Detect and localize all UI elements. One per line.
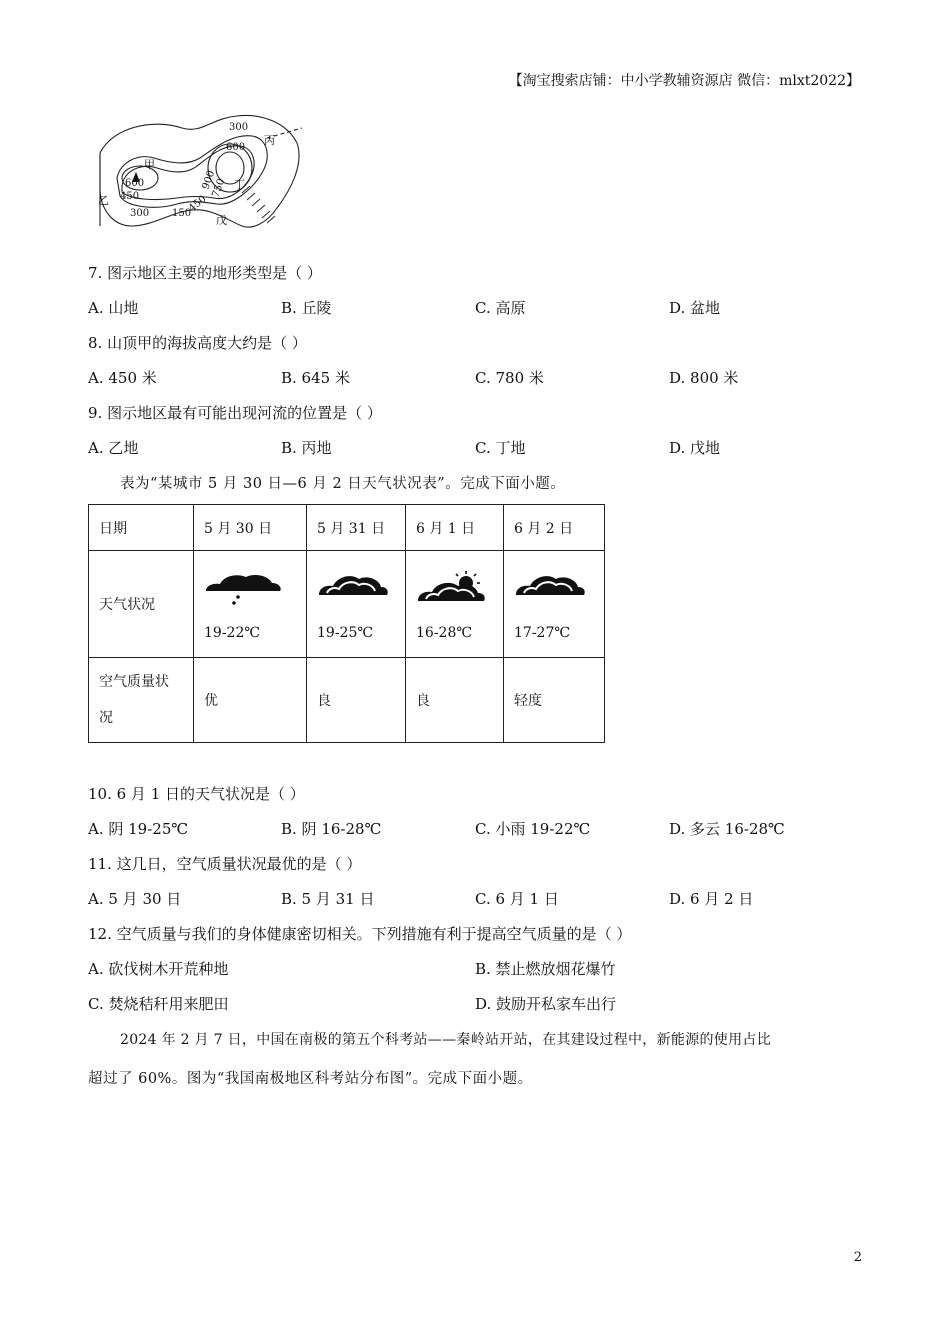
date-cell: 5 月 31 日	[307, 505, 406, 551]
q10-option-c: C. 小雨 19-22℃	[475, 820, 591, 838]
air-quality-cell: 良	[406, 658, 504, 743]
q12-option-d: D. 鼓励开私家车出行	[475, 995, 617, 1013]
overcast-icon	[514, 571, 586, 607]
page-number: 2	[853, 1250, 862, 1265]
q10-option-a: A. 阴 19-25℃	[88, 820, 189, 838]
question-12-stem: 12. 空气质量与我们的身体健康密切相关。下列措施有利于提高空气质量的是（ ）	[88, 925, 632, 943]
q8-option-c: C. 780 米	[475, 369, 544, 387]
temperature-range: 16-28℃	[416, 625, 473, 641]
q7-option-d: D. 盆地	[669, 299, 721, 317]
temperature-range: 19-22℃	[204, 625, 261, 641]
date-cell: 6 月 2 日	[504, 505, 605, 551]
q8-option-b: B. 645 米	[281, 369, 350, 387]
q11-option-b: B. 5 月 31 日	[281, 890, 375, 908]
place-label: 戊	[216, 214, 227, 227]
place-label: 甲	[144, 158, 155, 171]
weather-cell	[504, 551, 605, 658]
q7-option-b: B. 丘陵	[281, 299, 332, 317]
contour-label: 750	[210, 177, 228, 200]
q8-option-d: D. 800 米	[669, 369, 739, 387]
q10-option-d: D. 多云 16-28℃	[669, 820, 785, 838]
partly-cloudy-icon	[416, 571, 488, 607]
q7-option-a: A. 山地	[88, 299, 139, 317]
temperature-range: 19-25℃	[317, 625, 374, 641]
contour-label: 450	[186, 193, 209, 215]
contour-label: 300	[229, 122, 249, 133]
q8-option-a: A. 450 米	[88, 369, 157, 387]
q11-option-d: D. 6 月 2 日	[669, 890, 754, 908]
contour-label: 600	[226, 142, 246, 153]
place-label: 乙	[98, 194, 109, 207]
contour-map	[92, 108, 307, 233]
place-label: 丙	[264, 134, 275, 147]
q12-option-a: A. 砍伐树木开荒种地	[88, 960, 229, 978]
weather-cell	[307, 551, 406, 658]
question-10-stem: 10. 6 月 1 日的天气状况是（ ）	[88, 785, 305, 803]
q9-option-b: B. 丙地	[281, 439, 332, 457]
row-label-air-quality: 空气质量状 况	[89, 658, 194, 743]
page-header: 【淘宝搜索店铺：中小学教辅资源店 微信：mlxt2022】	[508, 73, 860, 89]
question-11-stem: 11. 这几日，空气质量状况最优的是（ ）	[88, 855, 362, 873]
q9-option-a: A. 乙地	[88, 439, 139, 457]
question-8-stem: 8. 山顶甲的海拔高度大约是（ ）	[88, 334, 307, 352]
place-label: 丁	[234, 178, 245, 191]
overcast-icon	[317, 571, 389, 607]
contour-label: 150	[172, 208, 192, 219]
air-quality-cell: 优	[194, 658, 307, 743]
contour-label: 300	[130, 208, 150, 219]
q9-option-c: C. 丁地	[475, 439, 526, 457]
q7-option-c: C. 高原	[475, 299, 526, 317]
contour-label: 450	[120, 191, 140, 202]
question-7-stem: 7. 图示地区主要的地形类型是（ ）	[88, 264, 322, 282]
contour-label: 900	[200, 169, 218, 192]
q9-option-d: D. 戊地	[669, 439, 721, 457]
q10-option-b: B. 阴 16-28℃	[281, 820, 382, 838]
temperature-range: 17-27℃	[514, 625, 571, 641]
q11-option-a: A. 5 月 30 日	[88, 890, 182, 908]
weather-cell	[194, 551, 307, 658]
date-cell: 6 月 1 日	[406, 505, 504, 551]
intro-weather-table: 表为“某城市 5 月 30 日—6 月 2 日天气状况表”。完成下面小题。	[120, 476, 566, 492]
q12-option-b: B. 禁止燃放烟花爆竹	[475, 960, 616, 978]
weather-cell	[406, 551, 504, 658]
date-cell: 5 月 30 日	[194, 505, 307, 551]
q12-option-c: C. 焚烧秸秆用来肥田	[88, 995, 229, 1013]
row-label-weather: 天气状况	[89, 551, 194, 658]
intro-antarctic-line2: 超过了 60%。图为“我国南极地区科考站分布图”。完成下面小题。	[88, 1071, 533, 1087]
weather-table	[88, 504, 605, 743]
contour-label: 600	[125, 178, 145, 189]
row-label-date: 日期	[89, 505, 194, 551]
air-quality-cell: 轻度	[504, 658, 605, 743]
overcast-rain-icon	[204, 571, 282, 607]
intro-antarctic-line1: 2024 年 2 月 7 日，中国在南极的第五个科考站——秦岭站开站，在其建设过程中，新能源的使用占比	[120, 1032, 771, 1048]
air-quality-cell: 良	[307, 658, 406, 743]
q11-option-c: C. 6 月 1 日	[475, 890, 559, 908]
question-9-stem: 9. 图示地区最有可能出现河流的位置是（ ）	[88, 404, 382, 422]
